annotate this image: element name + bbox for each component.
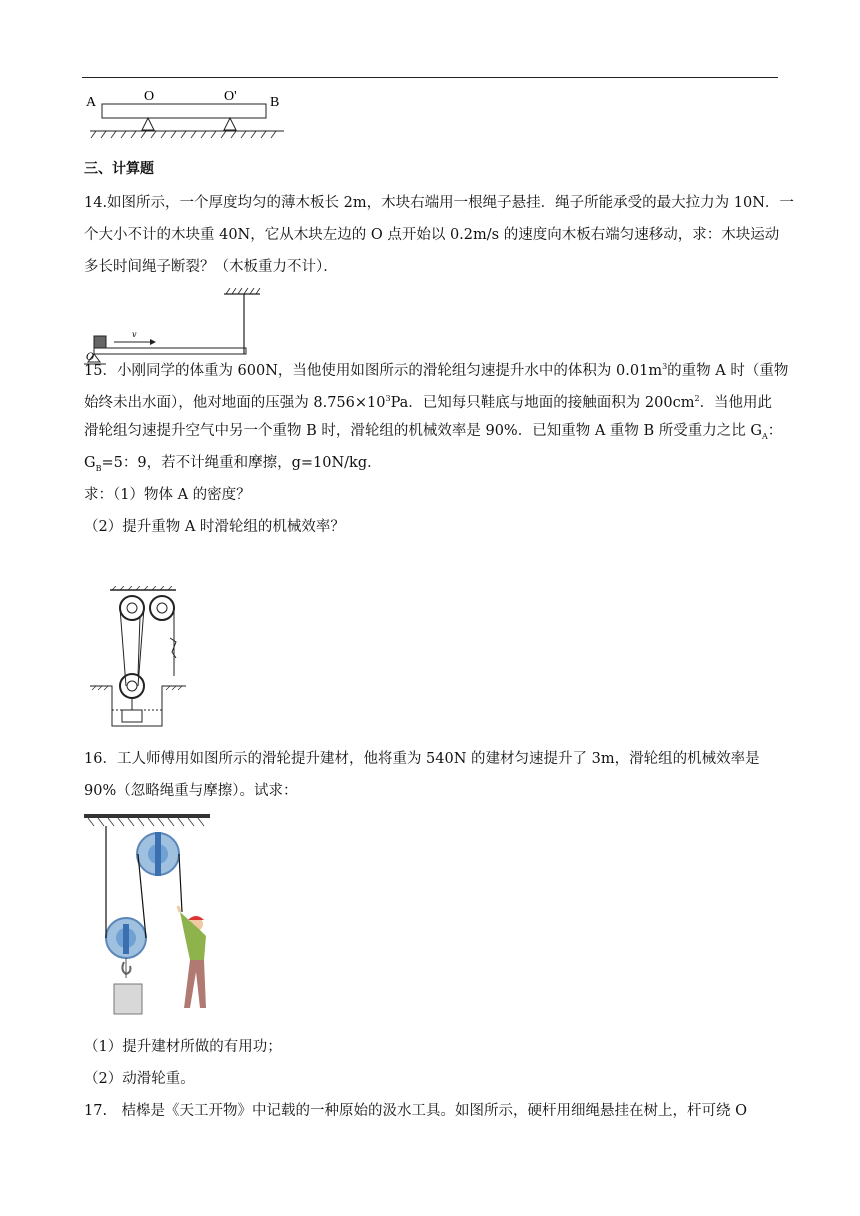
q14-line-3: 多长时间绳子断裂？（木板重力不计）． (84, 259, 338, 275)
label-o: O (86, 352, 95, 363)
label-o-prime: O' (224, 89, 237, 104)
q16-ask-1: （1）提升建材所做的有用功； (84, 1039, 282, 1055)
q14-line-2: 个大小不计的木块重 40N，它从木块左边的 O 点开始以 0.2m/s 的速度向木板右端匀速移动，求：木块运动 (84, 227, 780, 243)
support-o-prime (224, 118, 236, 130)
label-b: B (270, 95, 280, 110)
q16-line-2: 90%（忽略绳重与摩擦）。试求： (84, 783, 298, 799)
worker-pulley-figure (84, 812, 214, 1018)
wooden-board (102, 104, 266, 118)
q15-ask-2: （2）提升重物 A 时滑轮组的机械效率？ (84, 519, 345, 535)
board-supports-figure (84, 84, 288, 140)
top-divider (82, 77, 778, 78)
label-v: v (132, 330, 137, 339)
object-a (122, 710, 142, 722)
q15-line-1: 15．小刚同学的体重为 600N，当他使用如图所示的滑轮组匀速提升水中的体积为 $0.01m^3$的重物 A 时（重物 (84, 362, 789, 379)
q15-line-4: $G_B=5$：9，若不计绳重和摩擦，g=10N/kg． (84, 455, 382, 473)
small-block (94, 336, 106, 348)
q15-ask-1: 求：（1）物体 A 的密度？ (84, 487, 251, 503)
label-a: A (86, 95, 97, 110)
water-tank (90, 686, 186, 726)
velocity-arrowhead (150, 339, 156, 345)
movable-pulley (120, 674, 144, 698)
label-o: O (144, 89, 155, 104)
section-title: 三、计算题 (84, 161, 154, 177)
q14-line-1: 14.如图所示，一个厚度均匀的薄木板长 2m，木块右端用一根绳子悬挂．绳子所能承受的最大拉力为 10N．一 (84, 195, 794, 211)
ground-hatch (91, 131, 276, 138)
support-o (142, 118, 154, 130)
pulley-water-figure (90, 586, 186, 728)
q15-line-3: 滑轮组匀速提升空气中另一个重物 B 时，滑轮组的机械效率是 90%．已知重物 A 重物 B 所受重力之比 $G_A$： (84, 423, 783, 441)
q16-ask-2: （2）动滑轮重。 (84, 1071, 195, 1087)
building-material (114, 984, 142, 1014)
q15-line-2: 始终未出水面），他对地面的压强为 $8.756\times 10^3Pa$．已知每只鞋底与地面的接触面积为 $200cm^2$．当他用此 (84, 394, 773, 411)
q16-line-1: 16．工人师傅用如图所示的滑轮提升建材，他将重为 540N 的建材匀速提升了 3m，滑轮组的机械效率是 (84, 751, 760, 767)
worker (178, 906, 206, 1008)
fixed-pulley-right (150, 596, 174, 620)
q17-line-1: 17. 桔槔是《天工开物》中记载的一种原始的汲水工具。如图所示，硬杆用细绳悬挂在树上，杆可绕 O (84, 1103, 748, 1119)
thin-plank (94, 348, 246, 354)
ceiling-hatch (224, 288, 260, 294)
